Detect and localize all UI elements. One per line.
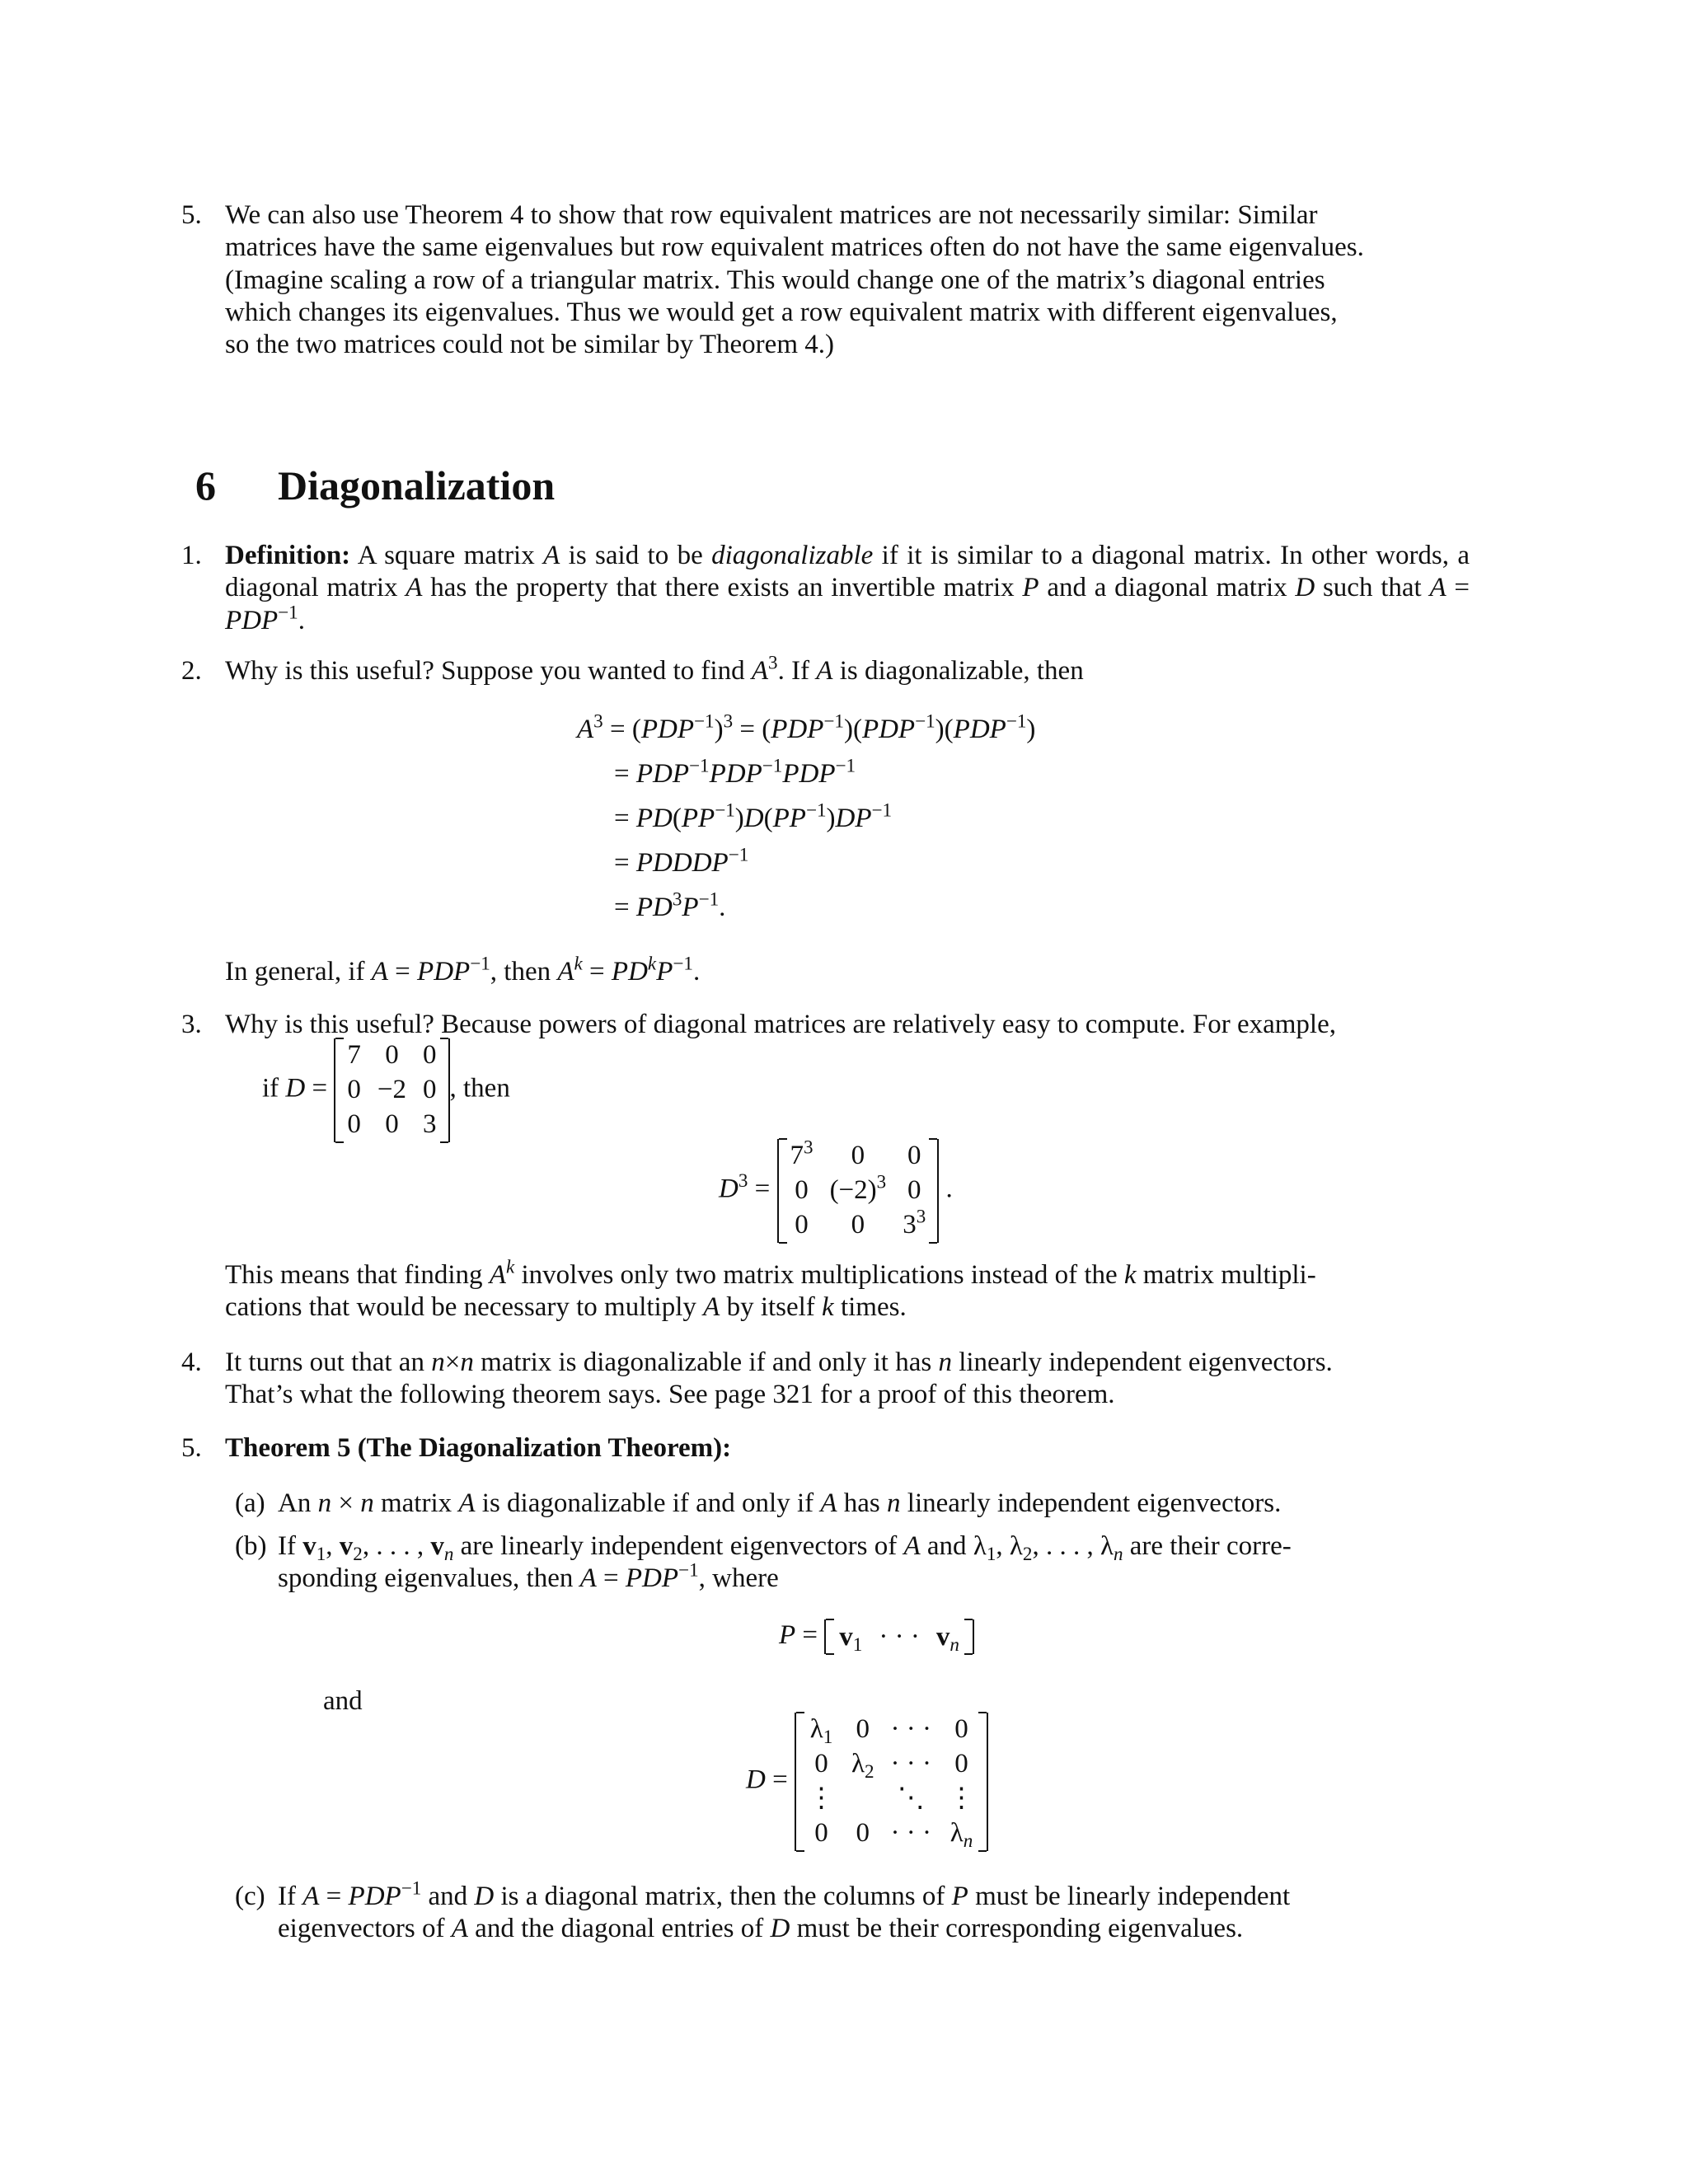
p-equation: P = $v_1$ · · · $v_n$ <box>779 1619 974 1654</box>
definition-label: Definition: <box>225 541 351 570</box>
item-number: 1. <box>181 541 202 570</box>
theorem-part-c: (c) If $A = PDP^{-1}$ and D is a diagonal matrix, then the columns of P must be linearly independent eigenvectors of A and the diagonal entries of D must be their corresponding eigenvalues. <box>235 1877 1291 1944</box>
theorem-part-b: (b) If $v_1$, $v_2$, . . . , $v_n$ are linearly independent eigenvectors of A and $\lambda_1$, $\lambda_2$, . . . , $\lambda_n$ are their corre- sponding eigenvalues, then $A = PDP^{-1}$, where <box>235 1531 1292 1594</box>
matrix-d: 7 0 0 0 −2 0 0 0 3 <box>334 1038 449 1142</box>
eq-line-3: = $PD(PP^{-1})D(PP^{-1})DP^{-1}$ <box>614 799 893 833</box>
item-5-theorem <box>181 1432 1470 1465</box>
eq-line-2: = $PDP^{-1}PDP^{-1}PDP^{-1}$ <box>614 754 856 789</box>
item-number: 5. <box>181 1433 202 1463</box>
prev-line-1: We can also use Theorem 4 to show that row equivalent matrices are not necessarily similar: Similar <box>225 200 1318 230</box>
d-definition: if D = 7 0 0 0 −2 0 0 0 3 , then <box>262 1038 510 1142</box>
prev-line-5: so the two matrices could not be similar by Theorem 4.) <box>225 330 834 360</box>
item-number: 2. <box>181 656 202 686</box>
prev-line-3: (Imagine scaling a row of a triangular matrix. This would change one of the matrix’s diagonal entries <box>225 265 1325 295</box>
section-heading <box>195 462 555 511</box>
matrix-p: $v_1$ · · · $v_n$ <box>824 1619 974 1654</box>
eq-line-1: $A^3 = (PDP^{-1})^3 = (PDP^{-1})(PDP^{-1})(PDP^{-1})$ <box>577 710 1036 744</box>
d-lambda-equation: D = $\lambda_1$ 0 · · · 0 0 $\lambda_2$ · · · 0 ⋮ ⋱ ⋮ 0 0 · · · $\lambda_n$ <box>746 1713 988 1851</box>
item-3: 3. Why is this useful? Because powers of diagonal matrices are relatively easy to compute. For example, <box>225 1009 1470 1041</box>
prev-line-4: which changes its eigenvalues. Thus we would get a row equivalent matrix with different eigenvalues, <box>225 297 1338 327</box>
and-word: and <box>323 1686 363 1716</box>
section-title: Diagonalization <box>278 462 556 509</box>
matrix-d-cubed: $7^3$ 0 0 0 $(-2)^3$ 0 0 0 $3^3$ <box>777 1139 940 1243</box>
eq-line-5: = $PD^3P^{-1}$. <box>614 888 726 922</box>
item-number: 5. <box>181 200 202 230</box>
item-3-conclusion: This means that finding $A^k$ involves only two matrix multiplications instead of the k matrix multipli- cations that would be necessary to multiply A by itself k times. <box>225 1255 1316 1323</box>
theorem-title: Theorem 5 (The Diagonalization Theorem): <box>225 1433 732 1463</box>
item-1-definition: 1. Definition: A square matrix A is said to be diagonalizable if it is similar to a diagonal matrix. In other words, a diagonal matrix A has the property that there exists an invertible matrix P and a diagonal matrix D such that $A = PDP^{-1}$. <box>181 541 1470 635</box>
item-number: 4. <box>181 1347 202 1377</box>
prev-line-2: matrices have the same eigenvalues but row equivalent matrices often do not have the same eigenvalues. <box>225 232 1364 263</box>
d-cubed-equation: $D^3$ = $7^3$ 0 0 0 $(-2)^3$ 0 0 0 $3^3$ . <box>719 1139 953 1243</box>
item-number: 3. <box>181 1010 202 1039</box>
item-2-general: In general, if $A = PDP^{-1}$, then $A^k = PD^kP^{-1}$. <box>225 952 701 987</box>
section-number: 6 <box>195 462 216 509</box>
theorem-part-a: (a) An n × n matrix A is diagonalizable if and only if A has n linearly independent eigenvectors. <box>235 1488 1282 1518</box>
matrix-d-lambda: $\lambda_1$ 0 · · · 0 0 $\lambda_2$ · · · 0 ⋮ ⋱ ⋮ 0 0 · · · $\lambda_n$ <box>795 1713 988 1851</box>
item-2: 2. Why is this useful? Suppose you wanted to find $A^3$. If A is diagonalizable, then <box>225 655 1470 687</box>
item-4: 4. It turns out that an n×n matrix is diagonalizable if and only it has n linearly independent eigenvectors. That’s what the following theorem says. See page 321 for a proof of this theorem. <box>181 1347 1333 1410</box>
eq-line-4: = $PDDDP^{-1}$ <box>614 843 749 878</box>
diagonalizable-term: diagonalizable <box>711 541 874 570</box>
prev-item-5 <box>181 199 1470 361</box>
